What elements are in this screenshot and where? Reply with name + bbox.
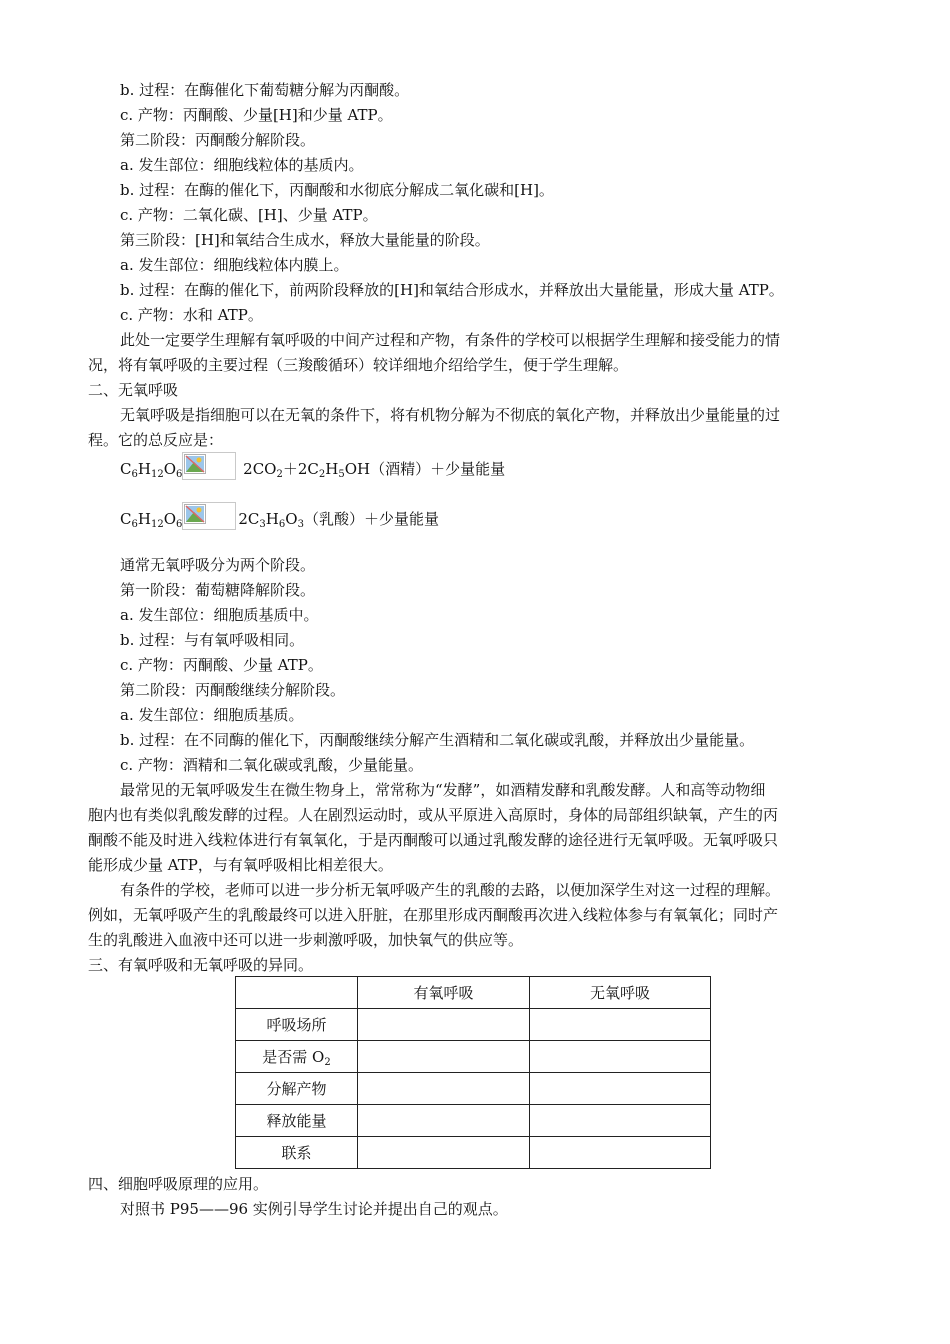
paragraph-line: 生的乳酸进入血液中还可以进一步刺激呼吸，加快氧气的供应等。 bbox=[88, 931, 524, 949]
paragraph-line: 胞内也有类似乳酸发酵的过程。人在剧烈运动时，或从平原进入高原时，身体的局部组织缺氧，产生的丙 bbox=[88, 806, 779, 824]
empty-cell bbox=[530, 1041, 711, 1073]
table-row bbox=[236, 1041, 711, 1073]
section-heading: 二、无氧呼吸 bbox=[88, 381, 179, 399]
text-line: 第三阶段：[H]和氧结合生成水，释放大量能量的阶段。 bbox=[120, 231, 490, 249]
text-line: c. 产物：水和 ATP。 bbox=[120, 306, 263, 324]
text-line: a. 发生部位：细胞质基质中。 bbox=[120, 606, 319, 624]
text-line: a. 发生部位：细胞线粒体内膜上。 bbox=[120, 256, 349, 274]
text-line: b. 过程：在酶催化下葡萄糖分解为丙酮酸。 bbox=[120, 81, 410, 99]
text-line: 第二阶段：丙酮酸分解阶段。 bbox=[120, 131, 316, 149]
text-line: b. 过程：在不同酶的催化下，丙酮酸继续分解产生酒精和二氧化碳或乳酸，并释放出少量能量。 bbox=[120, 731, 755, 749]
text-line: 第二阶段：丙酮酸继续分解阶段。 bbox=[120, 681, 346, 699]
table-row bbox=[236, 1009, 711, 1041]
text-line: 对照书 P95——96 实例引导学生讨论并提出自己的观点。 bbox=[120, 1200, 508, 1218]
formula-product: $2C_3H_6O_3$（乳酸）＋少量能量 bbox=[238, 510, 439, 530]
table-header-row bbox=[236, 977, 711, 1009]
broken-image-icon bbox=[182, 452, 236, 480]
paragraph-line: 例如，无氧呼吸产生的乳酸最终可以进入肝脏，在那里形成丙酮酸再次进入线粒体参与有氧氧化；同时产 bbox=[88, 906, 779, 924]
table-row bbox=[236, 1073, 711, 1105]
comparison-table bbox=[235, 976, 711, 1169]
empty-cell bbox=[530, 1073, 711, 1105]
paragraph-line: 能形成少量 ATP，与有氧呼吸相比相差很大。 bbox=[88, 856, 393, 874]
reaction-equation-2 bbox=[120, 502, 439, 532]
empty-cell bbox=[530, 1105, 711, 1137]
row-label: 联系 bbox=[236, 1137, 358, 1169]
text-line: a. 发生部位：细胞质基质。 bbox=[120, 706, 304, 724]
table-row bbox=[236, 1105, 711, 1137]
row-label: 是否需 $O_2$ bbox=[236, 1041, 358, 1073]
paragraph-line: 无氧呼吸是指细胞可以在无氧的条件下，将有机物分解为不彻底的氧化产物，并释放出少量能量的过 bbox=[120, 406, 781, 424]
broken-image-icon bbox=[182, 502, 236, 530]
paragraph-line: 此处一定要学生理解有氧呼吸的中间产过程和产物，有条件的学校可以根据学生理解和接受能力的情 bbox=[120, 331, 781, 349]
table-header-cell: 无氧呼吸 bbox=[530, 977, 711, 1009]
text-line: c. 产物：酒精和二氧化碳或乳酸，少量能量。 bbox=[120, 756, 423, 774]
section-heading: 四、细胞呼吸原理的应用。 bbox=[88, 1175, 269, 1193]
text-line: c. 产物：二氧化碳、[H]、少量 ATP。 bbox=[120, 206, 378, 224]
empty-cell bbox=[358, 1073, 530, 1105]
table-header-cell bbox=[236, 977, 358, 1009]
empty-cell bbox=[358, 1041, 530, 1073]
paragraph-line: 最常见的无氧呼吸发生在微生物身上，常常称为“发酵”，如酒精发酵和乳酸发酵。人和高等动物细 bbox=[120, 781, 766, 799]
text-line: 第一阶段：葡萄糖降解阶段。 bbox=[120, 581, 316, 599]
formula-reactant: $C_6H_{12}O_6$ bbox=[120, 460, 183, 480]
reaction-equation-1 bbox=[120, 452, 505, 482]
text-line: b. 过程：在酶的催化下，前两阶段释放的[H]和氧结合形成水，并释放出大量能量，形成大量 ATP。 bbox=[120, 281, 784, 299]
formula-product: $2CO_2+2C_2H_5OH$（酒精）＋少量能量 bbox=[243, 460, 506, 480]
text-line: a. 发生部位：细胞线粒体的基质内。 bbox=[120, 156, 364, 174]
formula-reactant: $C_6H_{12}O_6$ bbox=[120, 510, 183, 530]
table-row bbox=[236, 1137, 711, 1169]
paragraph-line: 有条件的学校，老师可以进一步分析无氧呼吸产生的乳酸的去路，以便加深学生对这一过程的理解。 bbox=[120, 881, 781, 899]
text-line: 通常无氧呼吸分为两个阶段。 bbox=[120, 556, 316, 574]
section-heading: 三、有氧呼吸和无氧呼吸的异同。 bbox=[88, 956, 314, 974]
row-label: 呼吸场所 bbox=[236, 1009, 358, 1041]
row-label: 分解产物 bbox=[236, 1073, 358, 1105]
empty-cell bbox=[530, 1009, 711, 1041]
row-label: 释放能量 bbox=[236, 1105, 358, 1137]
paragraph-line: 况，将有氧呼吸的主要过程（三羧酸循环）较详细地介绍给学生，便于学生理解。 bbox=[88, 356, 629, 374]
text-line: c. 产物：丙酮酸、少量[H]和少量 ATP。 bbox=[120, 106, 393, 124]
empty-cell bbox=[358, 1137, 530, 1169]
empty-cell bbox=[358, 1105, 530, 1137]
text-line: b. 过程：与有氧呼吸相同。 bbox=[120, 631, 305, 649]
empty-cell bbox=[358, 1009, 530, 1041]
table-header-cell: 有氧呼吸 bbox=[358, 977, 530, 1009]
paragraph-line: 程。它的总反应是： bbox=[88, 431, 224, 449]
text-line: c. 产物：丙酮酸、少量 ATP。 bbox=[120, 656, 323, 674]
paragraph-line: 酮酸不能及时进入线粒体进行有氧氧化，于是丙酮酸可以通过乳酸发酵的途径进行无氧呼吸。无氧呼吸只 bbox=[88, 831, 779, 849]
empty-cell bbox=[530, 1137, 711, 1169]
text-line: b. 过程：在酶的催化下，丙酮酸和水彻底分解成二氧化碳和[H]。 bbox=[120, 181, 554, 199]
